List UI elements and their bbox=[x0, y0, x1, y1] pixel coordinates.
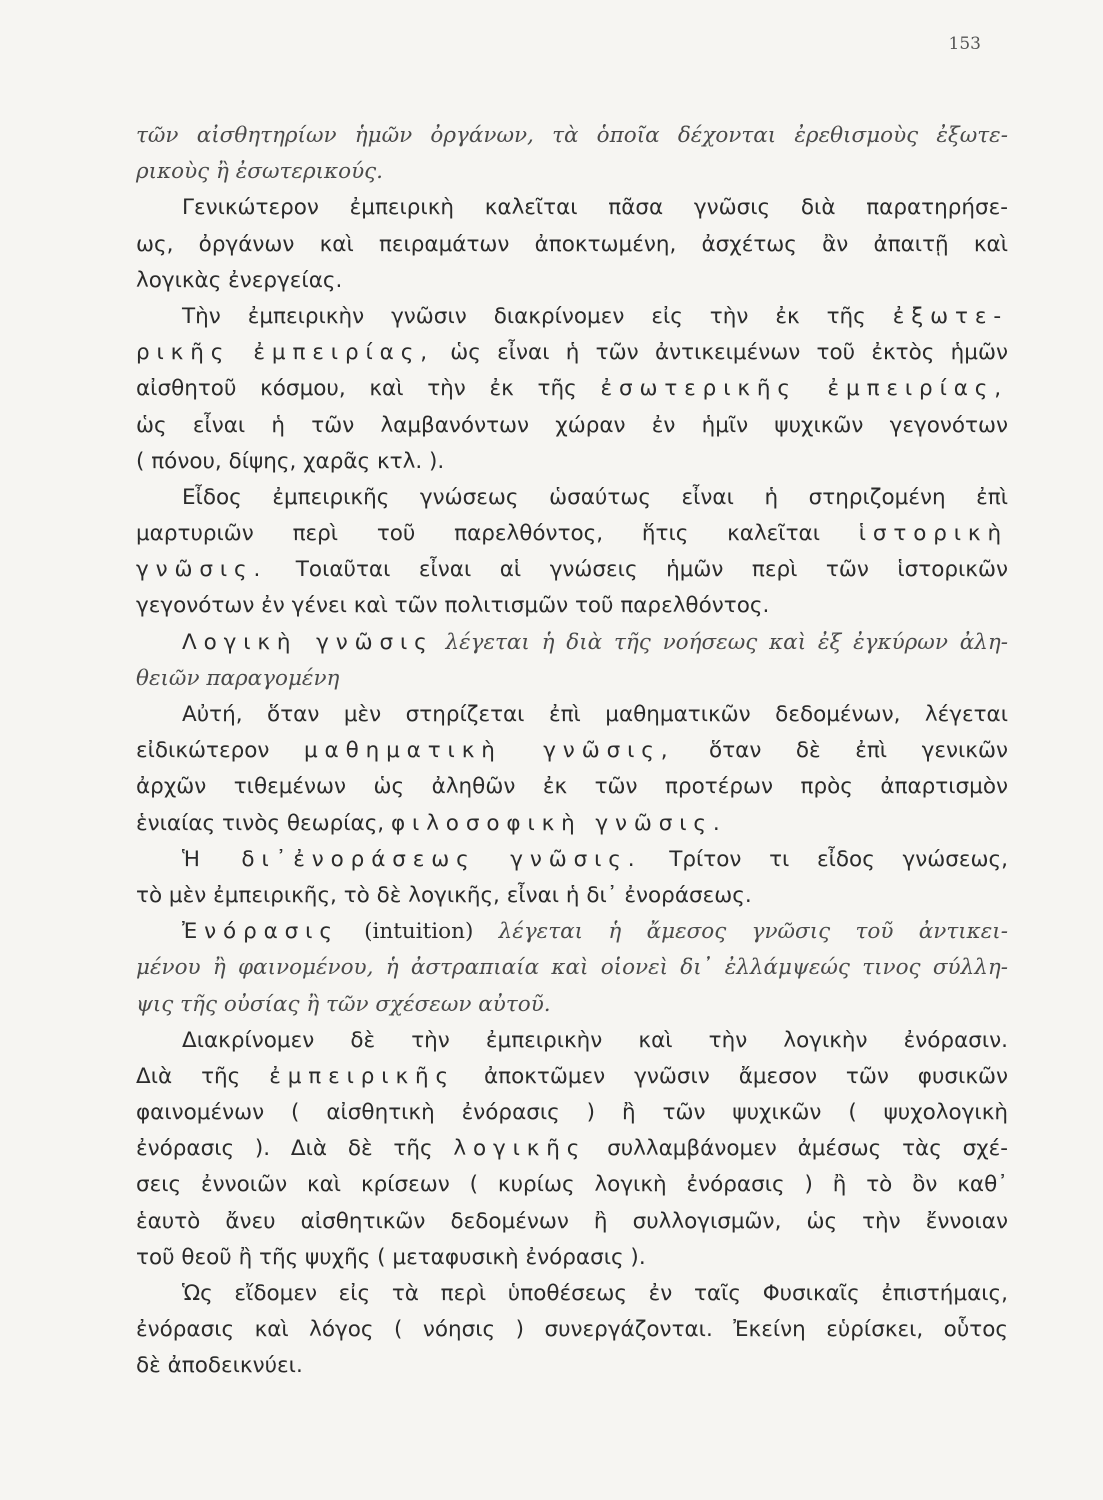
text-segment: Αὐτή, ὅταν μὲν στηρίζεται ἐπὶ μαθηματικῶν δεδομένων, λέγεται bbox=[182, 702, 1008, 727]
text-line bbox=[136, 299, 1008, 335]
text-line bbox=[136, 552, 1008, 588]
text-segment: φαινομένων ( αἰσθητικὴ ἐνόρασις ) ἢ τῶν ψυχικῶν ( ψυχολογικὴ bbox=[136, 1100, 1008, 1126]
italic-text: θειῶν παραγομένη bbox=[136, 665, 340, 691]
text-line bbox=[136, 914, 1008, 950]
text-line bbox=[136, 661, 1008, 697]
text-line bbox=[136, 1131, 1008, 1167]
text-line bbox=[136, 588, 1008, 624]
text-segment: Διακρίνομεν δὲ τὴν ἐμπειρικὴν καὶ τὴν λογικὴν ἐνόρασιν. bbox=[182, 1027, 1008, 1053]
text-segment: ὡς εἶναι ἡ τῶν ἀντικειμένων τοῦ ἐκτὸς ἡμῶν bbox=[433, 340, 1008, 366]
body-text bbox=[136, 118, 1008, 1385]
text-segment: Τοιαῦται εἶναι αἱ γνώσεις ἡμῶν περὶ τῶν ἱστορικῶν bbox=[267, 557, 1008, 583]
text-segment: Ὡς εἴδομεν εἰς τὰ περὶ ὑποθέσεως ἐν ταῖς Φυσικαῖς ἐπιστήμαις, bbox=[182, 1281, 1008, 1306]
text-line bbox=[136, 1095, 1008, 1131]
text-line bbox=[136, 154, 1008, 190]
text-line bbox=[136, 733, 1008, 769]
text-line bbox=[136, 697, 1008, 733]
text-segment: ἐνόρασις καὶ λόγος ( νόησις ) συνεργάζονται. Ἐκείνη εὑρίσκει, οὗτος bbox=[136, 1317, 1008, 1343]
spaced-term: ἐσωτερικῆς ἐμπειρίας, bbox=[600, 376, 1008, 402]
text-segment: (intuition) bbox=[338, 919, 474, 945]
text-line bbox=[136, 987, 1008, 1023]
text-line bbox=[136, 1312, 1008, 1348]
spaced-term: ἐμπειρικῆς bbox=[269, 1063, 456, 1089]
text-segment: λογικὰς ἐνεργείας. bbox=[136, 267, 343, 293]
text-segment: ὡς εἶναι ἡ τῶν λαμβανόντων χώραν ἐν ἡμῖν ψυχικῶν γεγονότων bbox=[136, 412, 1008, 438]
text-line bbox=[136, 371, 1008, 407]
text-segment: γεγονότων ἐν γένει καὶ τῶν πολιτισμῶν τοῦ παρελθόντος. bbox=[136, 593, 770, 619]
text-segment: Διὰ τῆς bbox=[136, 1063, 270, 1089]
spaced-term: μαθηματικὴ γνῶσις, bbox=[303, 738, 675, 764]
text-line bbox=[136, 1348, 1008, 1384]
text-segment: ἐνόρασις ). Διὰ δὲ τῆς bbox=[136, 1136, 454, 1162]
text-line bbox=[136, 408, 1008, 444]
spaced-term: Ἡ δι᾿ἐνοράσεως γνῶσις. bbox=[182, 846, 642, 872]
spaced-term: ρικῆς ἐμπειρίας, bbox=[136, 340, 434, 366]
text-segment: ἑνιαίας τινὸς θεωρίας, bbox=[136, 810, 391, 836]
text-line bbox=[136, 335, 1008, 371]
text-segment: Γενικώτερον ἐμπειρικὴ καλεῖται πᾶσα γνῶσις διὰ παρατηρήσε- bbox=[182, 195, 1008, 221]
text-segment: ἀποκτῶμεν γνῶσιν ἄμεσον τῶν φυσικῶν bbox=[455, 1063, 1009, 1089]
text-segment: εἰδικώτερον bbox=[136, 738, 304, 764]
text-line bbox=[136, 118, 1008, 154]
spaced-term: λογικῆς bbox=[453, 1136, 587, 1162]
text-segment: ὅταν δὲ ἐπὶ γενικῶν bbox=[674, 738, 1008, 764]
text-segment: συλλαμβάνομεν ἀμέσως τὰς σχέ- bbox=[586, 1136, 1009, 1162]
text-segment: ( πόνου, δίψης, χαρᾶς κτλ. ). bbox=[136, 448, 445, 474]
text-line bbox=[136, 806, 1008, 842]
spaced-term: Ἐνόρασις bbox=[182, 919, 339, 945]
italic-text: λέγεται ἡ ἄμεσος γνῶσις τοῦ ἀντικει- bbox=[473, 919, 1008, 945]
text-line bbox=[136, 1167, 1008, 1203]
italic-text: λέγεται ἡ διὰ τῆς νοήσεως καὶ ἐξ ἐγκύρων ἀλη- bbox=[433, 629, 1008, 655]
italic-text: τῶν αἰσθητηρίων ἡμῶν ὀργάνων, τὰ ὁποῖα δέχονται ἐρεθισμοὺς ἐξωτε- bbox=[136, 123, 1008, 148]
text-line bbox=[136, 625, 1008, 661]
text-line bbox=[136, 1240, 1008, 1276]
spaced-term: Λογικὴ γνῶσις bbox=[182, 629, 434, 655]
text-line bbox=[136, 878, 1008, 914]
text-line bbox=[136, 190, 1008, 226]
text-line bbox=[136, 1059, 1008, 1095]
text-segment: δὲ ἀποδεικνύει. bbox=[136, 1353, 303, 1379]
text-segment: μαρτυριῶν περὶ τοῦ παρελθόντος, ἥτις καλεῖται bbox=[136, 521, 859, 547]
text-segment: ἀρχῶν τιθεμένων ὡς ἀληθῶν ἐκ τῶν προτέρων πρὸς ἀπαρτισμὸν bbox=[136, 774, 1008, 800]
text-line bbox=[136, 227, 1008, 263]
spaced-term: ἐξωτε- bbox=[892, 303, 1008, 329]
text-line bbox=[136, 769, 1008, 805]
spaced-term: γνῶσις. bbox=[136, 557, 268, 583]
page-number: 153 bbox=[948, 34, 981, 54]
text-segment: Εἶδος ἐμπειρικῆς γνώσεως ὡσαύτως εἶναι ἡ στηριζομένη ἐπὶ bbox=[182, 484, 1008, 510]
text-segment: τοῦ θεοῦ ἢ τῆς ψυχῆς ( μεταφυσικὴ ἐνόρασις ). bbox=[136, 1244, 646, 1270]
text-line bbox=[136, 842, 1008, 878]
text-line bbox=[136, 516, 1008, 552]
text-line bbox=[136, 263, 1008, 299]
text-line bbox=[136, 950, 1008, 986]
text-segment: σεις ἐννοιῶν καὶ κρίσεων ( κυρίως λογικὴ ἐνόρασις ) ἢ τὸ ὂν καθ᾿ bbox=[136, 1172, 1008, 1198]
text-segment: ως, ὀργάνων καὶ πειραμάτων ἀποκτωμένη, ἀσχέτως ἂν ἀπαιτῇ καὶ bbox=[136, 231, 1008, 257]
italic-text: ψις τῆς οὐσίας ἢ τῶν σχέσεων αὐτοῦ. bbox=[136, 991, 551, 1017]
text-line bbox=[136, 1204, 1008, 1240]
spaced-term: ἱστορικὴ bbox=[858, 521, 1008, 547]
spaced-term: φιλοσοφικὴ γνῶσις. bbox=[390, 810, 727, 836]
italic-text: ρικοὺς ἢ ἐσωτερικούς. bbox=[136, 159, 384, 185]
italic-text: μένου ἢ φαινομένου, ἡ ἀστραπιαία καὶ οἱονεὶ δι᾿ ἐλλάμψεώς τινος σύλλη- bbox=[136, 955, 1008, 981]
text-segment: αἰσθητοῦ κόσμου, καὶ τὴν ἐκ τῆς bbox=[136, 376, 601, 402]
text-line bbox=[136, 480, 1008, 516]
text-segment: Τρίτον τι εἶδος γνώσεως, bbox=[641, 846, 1008, 872]
text-line bbox=[136, 1276, 1008, 1312]
text-line bbox=[136, 444, 1008, 480]
text-line bbox=[136, 1023, 1008, 1059]
text-segment: Τὴν ἐμπειρικὴν γνῶσιν διακρίνομεν εἰς τὴν ἐκ τῆς bbox=[182, 303, 893, 329]
text-segment: τὸ μὲν ἐμπειρικῆς, τὸ δὲ λογικῆς, εἶναι ἡ δι᾿ ἐνοράσεως. bbox=[136, 882, 752, 908]
text-segment: ἑαυτὸ ἄνευ αἰσθητικῶν δεδομένων ἢ συλλογισμῶν, ὡς τὴν ἔννοιαν bbox=[136, 1208, 1008, 1234]
